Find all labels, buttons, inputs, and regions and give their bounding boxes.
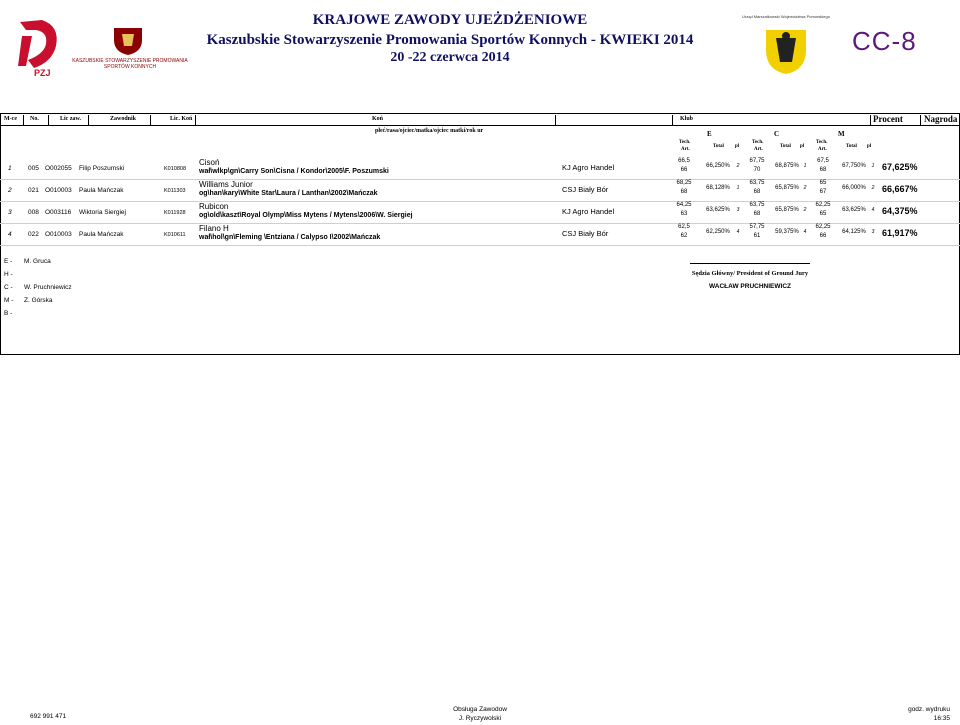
result-no: 005 xyxy=(28,165,39,172)
col-lic-rider: Lic zaw. xyxy=(60,116,81,122)
footer-print-time: 16:35 xyxy=(933,715,950,722)
result-club: CSJ Biały Bór xyxy=(562,185,609,194)
judge-pos: M - xyxy=(4,297,14,304)
footer-phone: 692 991 471 xyxy=(30,713,67,720)
col-separator xyxy=(150,115,151,125)
m-tech-header: Tech. xyxy=(816,140,828,145)
e-pl-header: pl xyxy=(735,144,740,149)
e-art: 62 xyxy=(680,233,688,239)
m-pl-header: pl xyxy=(867,144,872,149)
region-text: Urząd Marszałkowski Województwa Pomorskiego xyxy=(742,14,830,19)
col-separator xyxy=(23,115,24,125)
c-pl: 1 xyxy=(803,163,807,169)
result-rider: Filip Poszumski xyxy=(79,165,125,172)
c-total: 65,875% xyxy=(775,185,799,191)
e-art-header: Art. xyxy=(681,147,690,152)
c-tech: 57,75 xyxy=(749,224,765,230)
col-no: No. xyxy=(30,116,39,122)
m-art: 67 xyxy=(819,189,827,195)
event-title: KRAJOWE ZAWODY UJEŻDŻENIOWE xyxy=(312,12,588,28)
c-art: 70 xyxy=(753,167,761,173)
m-pl: 1 xyxy=(871,163,875,169)
m-tech: 65 xyxy=(819,180,827,186)
footer-service-label: Obsługa Zawodow xyxy=(453,706,507,713)
judge-pos: B - xyxy=(4,310,13,317)
e-total: 66,250% xyxy=(706,163,730,169)
chief-judge-name: WACŁAW PRUCHNIEWICZ xyxy=(709,283,791,290)
m-tech: 67,5 xyxy=(817,158,829,164)
c-art: 61 xyxy=(753,233,761,239)
chief-judge-label: Sędzia Główny/ President of Ground Jury xyxy=(691,270,809,277)
m-art: 66 xyxy=(819,233,827,239)
result-rider: Paula Mańczak xyxy=(79,231,124,238)
event-dates: 20 -22 czerwca 2014 xyxy=(390,50,510,65)
row-separator xyxy=(0,245,960,246)
col-percent: Procent xyxy=(873,114,903,124)
result-horse-name: Rubicon xyxy=(199,202,229,211)
m-total: 64,125% xyxy=(842,229,866,235)
result-no: 022 xyxy=(28,231,39,238)
m-total-header: Total xyxy=(846,144,857,149)
judge-pos: H - xyxy=(4,271,13,278)
judge-pos: C - xyxy=(4,284,13,291)
c-art: 68 xyxy=(753,189,761,195)
c-art-header: Art. xyxy=(754,147,763,152)
result-percent: 61,917% xyxy=(882,228,918,238)
m-total: 67,750% xyxy=(842,163,866,169)
judge-name: W. Pruchniewicz xyxy=(24,284,72,291)
c-total-header: Total xyxy=(780,144,791,149)
col-separator xyxy=(88,115,89,125)
m-art-header: Art. xyxy=(818,147,827,152)
result-lic-horse: K011928 xyxy=(164,210,186,216)
class-code: CC-8 xyxy=(852,26,917,56)
e-tech: 62,5 xyxy=(678,224,690,230)
footer-print-label: godz. wydruku xyxy=(908,706,950,713)
c-total: 68,875% xyxy=(775,163,799,169)
col-separator xyxy=(870,115,871,125)
column-header-row xyxy=(0,115,960,126)
col-club: Klub xyxy=(680,116,694,122)
result-percent: 67,625% xyxy=(882,162,918,172)
col-horse: Koń xyxy=(372,116,384,122)
e-tech: 66,5 xyxy=(678,158,690,164)
result-lic-horse: K011303 xyxy=(164,188,186,194)
e-tech-header: Tech. xyxy=(679,140,691,145)
e-tech: 64,25 xyxy=(676,202,692,208)
m-tech: 62,25 xyxy=(815,202,831,208)
judge-c-header: C xyxy=(774,130,780,138)
result-club: CSJ Biały Bór xyxy=(562,229,609,238)
horse-subheader: płeć/rasa/ojciec/matka/ojciec matki/rok ur xyxy=(375,128,484,134)
c-pl: 2 xyxy=(803,207,807,213)
m-total: 66,000% xyxy=(842,185,866,191)
m-art: 65 xyxy=(819,211,827,217)
result-horse-details: wał\wlkp\gn\Carry Son\Cisna / Kondor\2005\F. Poszumski xyxy=(199,168,389,175)
result-percent: 66,667% xyxy=(882,184,918,194)
col-separator xyxy=(195,115,196,125)
judge-e-header: E xyxy=(707,130,712,138)
e-total-header: Total xyxy=(713,144,724,149)
organizer-title: Kaszubskie Stowarzyszenie Promowania Sportów Konnych - KWIEKI 2014 xyxy=(206,32,694,48)
e-total: 68,128% xyxy=(706,185,730,191)
c-tech: 63,75 xyxy=(749,202,765,208)
c-tech-header: Tech. xyxy=(752,140,764,145)
col-rider: Zawodnik xyxy=(110,116,137,122)
result-rider: Paula Mańczak xyxy=(79,187,124,194)
e-total: 62,250% xyxy=(706,229,730,235)
result-horse-details: og\old\kaszt\Royal Olymp\Miss Mytens / Mytens\2006\W. Siergiej xyxy=(199,212,413,219)
col-place: M-ce xyxy=(4,116,17,122)
result-place: 2 xyxy=(8,187,12,194)
e-pl: 1 xyxy=(736,185,740,191)
association-text: KASZUBSKIE STOWARZYSZENIE PROMOWANIA SPORTÓW KONNYCH xyxy=(72,58,188,70)
footer-service-name: J. Ryczywolski xyxy=(458,715,502,722)
result-no: 021 xyxy=(28,187,39,194)
result-lic-horse: K010808 xyxy=(164,166,187,172)
result-lic-rider: O010003 xyxy=(45,187,72,194)
col-separator xyxy=(920,115,921,125)
m-tech: 62,25 xyxy=(815,224,831,230)
c-pl-header: pl xyxy=(800,144,805,149)
col-lic-horse: Lic. Koń xyxy=(170,116,193,122)
region-crest xyxy=(758,26,814,76)
m-pl: 4 xyxy=(871,207,875,213)
result-club: KJ Agro Handel xyxy=(562,163,615,172)
col-separator xyxy=(48,115,49,125)
e-art: 63 xyxy=(680,211,688,217)
judge-name: Z. Górska xyxy=(24,297,53,304)
e-pl: 3 xyxy=(736,207,740,213)
result-rider: Wiktoria Siergiej xyxy=(79,209,126,216)
result-horse-details: og\han\kary\White Star\Laura / Lanthan\2002\Mańczak xyxy=(199,190,378,197)
result-lic-horse: K010611 xyxy=(164,232,186,238)
result-horse-details: wał\hol\gn\Fleming \Entziana / Calypso I\2002\Mańczak xyxy=(199,234,381,241)
result-horse-name: Filano H xyxy=(199,224,229,233)
col-separator xyxy=(555,115,556,125)
c-art: 68 xyxy=(753,211,761,217)
c-tech: 67,75 xyxy=(749,158,765,164)
c-pl: 4 xyxy=(803,229,807,235)
m-art: 68 xyxy=(819,167,827,173)
result-club: KJ Agro Handel xyxy=(562,207,615,216)
result-lic-rider: O003116 xyxy=(45,209,72,216)
judge-m-header: M xyxy=(838,130,845,138)
result-lic-rider: O002055 xyxy=(45,165,72,172)
e-pl: 4 xyxy=(736,229,740,235)
c-tech: 63,75 xyxy=(749,180,765,186)
association-crest xyxy=(110,24,146,56)
e-pl: 2 xyxy=(736,163,740,169)
e-tech: 68,25 xyxy=(676,180,692,186)
c-total: 59,375% xyxy=(775,229,799,235)
result-horse-name: Cisoń xyxy=(199,158,220,167)
col-separator xyxy=(672,115,673,125)
result-place: 3 xyxy=(8,209,12,216)
col-prize: Nagroda xyxy=(924,114,958,124)
m-pl: 3 xyxy=(871,229,875,235)
m-total: 63,625% xyxy=(842,207,866,213)
result-place: 1 xyxy=(8,165,12,172)
c-pl: 2 xyxy=(803,185,807,191)
pzj-text: PZJ xyxy=(34,68,51,78)
judge-name: M. Gruca xyxy=(24,258,51,265)
c-total: 65,875% xyxy=(775,207,799,213)
e-art: 66 xyxy=(680,167,688,173)
e-total: 63,625% xyxy=(706,207,730,213)
result-horse-name: Williams Junior xyxy=(199,180,253,189)
result-place: 4 xyxy=(8,231,12,238)
m-pl: 2 xyxy=(871,185,875,191)
judge-pos: E - xyxy=(4,258,13,265)
e-art: 68 xyxy=(680,189,688,195)
result-no: 008 xyxy=(28,209,39,216)
result-percent: 64,375% xyxy=(882,206,918,216)
signature-line xyxy=(690,263,810,264)
result-lic-rider: O010003 xyxy=(45,231,72,238)
